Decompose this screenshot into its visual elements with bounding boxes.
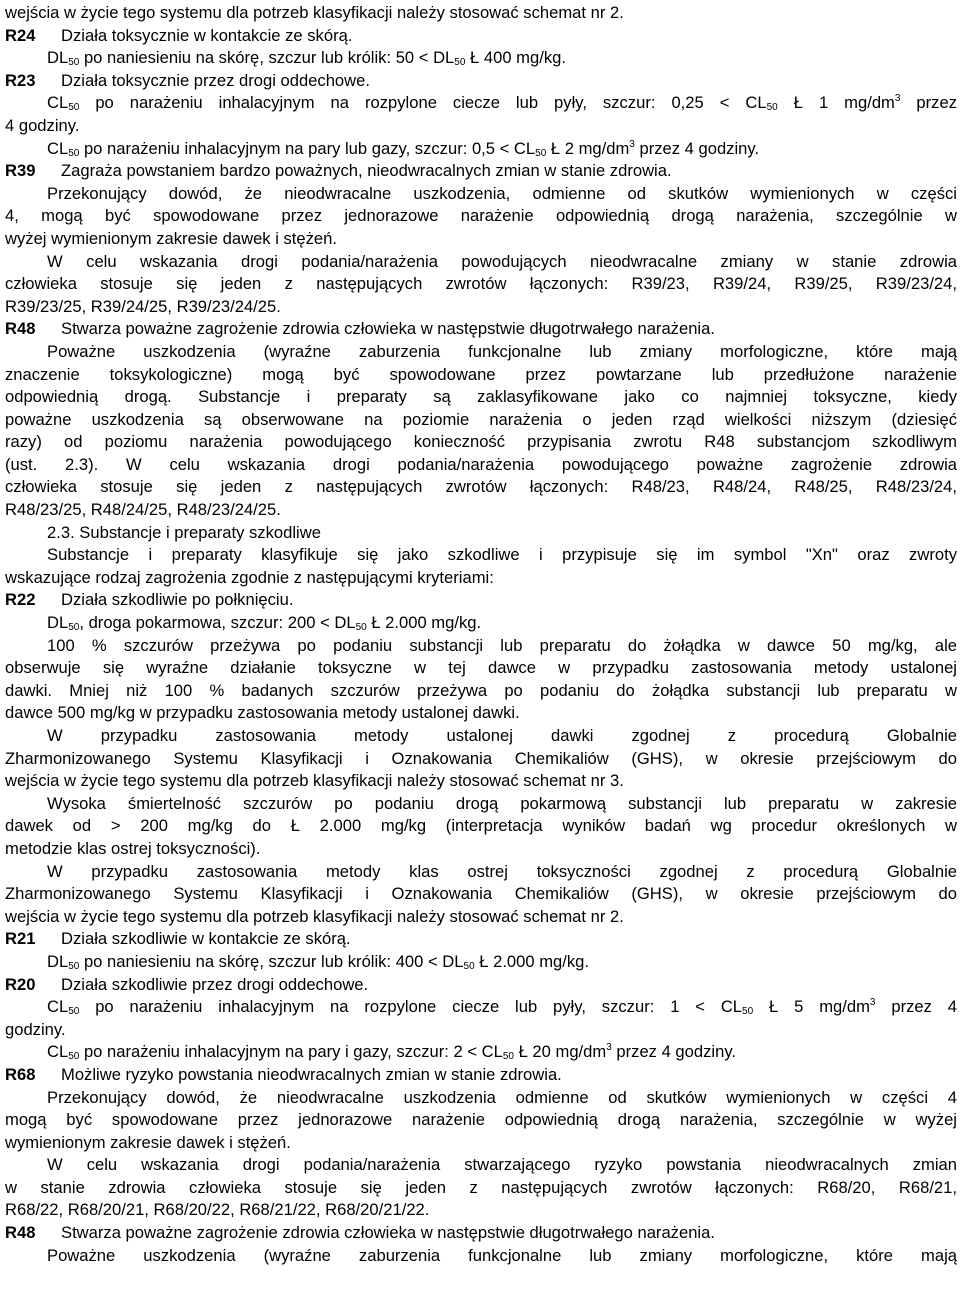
- text-line: R48/23/25, R48/24/25, R48/23/24/25.: [5, 500, 281, 520]
- text-line: W przypadku zastosowania metody klas ostrej toksyczności zgodnej z procedurą Globalnie: [47, 861, 957, 881]
- text-line: metodzie klas ostrej toksyczności).: [5, 838, 261, 858]
- text-line: znaczenie toksykologiczne) mogą być spowodowane przez powtarzane lub przedłużone narażenie: [5, 364, 957, 384]
- text-line: wejścia w życie tego systemu dla potrzeb klasyfikacji należy stosować schemat nr 3.: [5, 771, 624, 791]
- phrase-text: Stwarza poważne zagrożenie zdrowia człowieka w następstwie długotrwałego narażenia.: [61, 319, 715, 339]
- text-line: wyżej wymienionym zakresie dawek i stężeń.: [5, 228, 337, 248]
- phrase-r22: [5, 589, 957, 612]
- text-line: mogą być spowodowane przez jednorazowe narażenie odpowiednią drogą narażenia, szczególnie w wyżej: [5, 1110, 957, 1130]
- text-line: 4, mogą być spowodowane przez jednorazowe narażenie odpowiednią drogą narażenia, szczególnie w: [5, 206, 957, 226]
- text-line: Przekonujący dowód, że nieodwracalne uszkodzenia odmienne od skutków wymienionych w części 4: [47, 1087, 957, 1107]
- criteria-line: $DL_{50}$ po naniesieniu na skórę, szczur lub królik: $50 < DL_{50}$ Ł 400 mg/kg.: [47, 48, 566, 69]
- text-line: razy) od poziomu narażenia powodującego konieczność przypisania zwrotu R48 substancjom szkodliwym: [5, 432, 957, 452]
- phrase-r20: [5, 974, 957, 997]
- text-line: W celu wskazania drogi podania/narażenia powodujących nieodwracalne zmiany w stanie zdrowia: [47, 251, 957, 271]
- text-line: Substancje i preparaty klasyfikuje się jako szkodliwe i przypisuje się im symbol "Xn" oraz zwroty: [47, 545, 957, 565]
- phrase-r23: [5, 70, 957, 93]
- criteria-line: $DL_{50}$ po naniesieniu na skórę, szczur lub królik: $400 < DL_{50}$ Ł 2.000 mg/kg.: [47, 951, 590, 972]
- phrase-text: Działa szkodliwie przez drogi oddechowe.: [61, 974, 369, 994]
- text-line: wejścia w życie tego systemu dla potrzeb klasyfikacji należy stosować schemat nr 2.: [5, 906, 624, 926]
- text-line: wymienionym zakresie dawek i stężeń.: [5, 1132, 291, 1152]
- phrase-r24: [5, 25, 957, 48]
- criteria-line: $CL_{50}$ po narażeniu inhalacyjnym na rozpylone ciecze lub pyły, szczur: $1 < CL_{50}$ Ł 5 $mg/dm^3$ przez 4: [47, 997, 957, 1018]
- text-line: 4 godziny.: [5, 115, 80, 135]
- phrase-text: Zagraża powstaniem bardzo poważnych, nieodwracalnych zmian w stanie zdrowia.: [61, 161, 672, 181]
- phrase-text: Działa szkodliwie po połknięciu.: [61, 590, 294, 610]
- text-line: dawek od > 200 mg/kg do Ł 2.000 mg/kg (interpretacja wyników badań wg procedur określonych w: [5, 816, 957, 836]
- text-line: Poważne uszkodzenia (wyraźne zaburzenia funkcjonalne lub zmiany morfologiczne, które mają: [47, 341, 957, 361]
- text-line: poważne uszkodzenia są obserwowane na poziomie narażenia o jeden rząd wielkości niższym (dziesięć: [5, 409, 957, 429]
- text-line: Zharmonizowanego Systemu Klasyfikacji i Oznakowania Chemikaliów (GHS), w okresie przejściowym do: [5, 884, 957, 904]
- text-line: człowieka stosuje się jeden z następujących zwrotów łączonych: R39/23, R39/24, R39/25, R39/23/24,: [5, 274, 957, 294]
- phrase-r68: [5, 1064, 957, 1087]
- text-line: R39/23/25, R39/24/25, R39/23/24/25.: [5, 296, 281, 316]
- text-line: dawki. Mniej niż 100 % badanych szczurów przeżywa po podaniu do żołądka substancji lub preparatu w: [5, 680, 957, 700]
- phrase-code: R68: [5, 1064, 36, 1084]
- text-line: dawce 500 mg/kg w przypadku zastosowania metody ustalonej dawki.: [5, 703, 520, 723]
- phrase-r48: [5, 318, 957, 341]
- text-line: obserwuje się wyraźne działanie toksyczne w tej dawce w przypadku zastosowania metody ustalonej: [5, 658, 957, 678]
- phrase-r48: [5, 1222, 957, 1245]
- phrase-code: R22: [5, 590, 36, 610]
- text-line: Wysoka śmiertelność szczurów po podaniu drogą pokarmową substancji lub preparatu w zakresie: [47, 793, 957, 813]
- text-line: człowieka stosuje się jeden z następujących zwrotów łączonych: R48/23, R48/24, R48/25, R48/23/24,: [5, 477, 957, 497]
- criteria-line: $DL_{50}$, droga pokarmowa, szczur: $200 < DL_{50}$ Ł 2.000 mg/kg.: [47, 613, 482, 634]
- phrase-code: R48: [5, 1223, 36, 1243]
- phrase-code: R39: [5, 161, 36, 181]
- criteria-line: $CL_{50}$ po narażeniu inhalacyjnym na pary i gazy, szczur: $2 < CL_{50}$ Ł 20 $mg/dm^3$ przez 4 godziny.: [47, 1042, 736, 1063]
- criteria-line: $CL_{50}$ po narażeniu inhalacyjnym na rozpylone ciecze lub pyły, szczur: $0,25 < CL_{50}$ Ł 1 $mg/dm^3$ przez: [47, 93, 957, 114]
- phrase-text: Działa szkodliwie w kontakcie ze skórą.: [61, 929, 351, 949]
- phrase-r39: [5, 160, 957, 183]
- text-line: 100 % szczurów przeżywa po podaniu substancji lub preparatu do żołądka w dawce 50 mg/kg, ale: [47, 635, 957, 655]
- phrase-code: R48: [5, 319, 36, 339]
- text-line: Poważne uszkodzenia (wyraźne zaburzenia funkcjonalne lub zmiany morfologiczne, które mają: [47, 1245, 957, 1265]
- text-line: wskazujące rodzaj zagrożenia zgodnie z następującymi kryteriami:: [5, 567, 494, 587]
- text-line: W celu wskazania drogi podania/narażenia stwarzającego ryzyko powstania nieodwracalnych zmian: [47, 1155, 957, 1175]
- text-line: Zharmonizowanego Systemu Klasyfikacji i Oznakowania Chemikaliów (GHS), w okresie przejściowym do: [5, 748, 957, 768]
- phrase-code: R21: [5, 929, 36, 949]
- phrase-code: R20: [5, 974, 36, 994]
- text-line: Przekonujący dowód, że nieodwracalne uszkodzenia, odmienne od skutków wymienionych w części: [47, 183, 957, 203]
- text-line: wejścia w życie tego systemu dla potrzeb klasyfikacji należy stosować schemat nr 2.: [5, 3, 624, 22]
- text-line: odpowiednią drogą. Substancje i preparaty są zaklasyfikowane jako co najmniej toksyczne, kiedy: [5, 387, 957, 407]
- text-line: godziny.: [5, 1019, 66, 1039]
- phrase-text: Stwarza poważne zagrożenie zdrowia człowieka w następstwie długotrwałego narażenia.: [61, 1223, 715, 1243]
- text-line: w stanie zdrowia człowieka stosuje się jeden z następujących zwrotów łączonych: R68/20, R68/21,: [5, 1177, 957, 1197]
- phrase-text: Działa toksycznie przez drogi oddechowe.: [61, 70, 370, 90]
- phrase-code: R23: [5, 70, 36, 90]
- phrase-text: Działa toksycznie w kontakcie ze skórą.: [61, 25, 353, 45]
- phrase-code: R24: [5, 25, 36, 45]
- phrase-r21: [5, 928, 957, 951]
- section-heading: 2.3. Substancje i preparaty szkodliwe: [47, 522, 321, 542]
- text-line: (ust. 2.3). W celu wskazania drogi podania/narażenia powodującego poważne zagrożenie zdrowia: [5, 454, 957, 474]
- criteria-line: $CL_{50}$ po narażeniu inhalacyjnym na pary lub gazy, szczur: $0,5 < CL_{50}$ Ł 2 $mg/dm^3$ przez 4 godziny.: [47, 138, 760, 159]
- phrase-text: Możliwe ryzyko powstania nieodwracalnych zmian w stanie zdrowia.: [61, 1064, 562, 1084]
- text-line: R68/22, R68/20/21, R68/20/22, R68/21/22, R68/20/21/22.: [5, 1200, 430, 1220]
- text-line: W przypadku zastosowania metody ustalonej dawki zgodnej z procedurą Globalnie: [47, 726, 957, 745]
